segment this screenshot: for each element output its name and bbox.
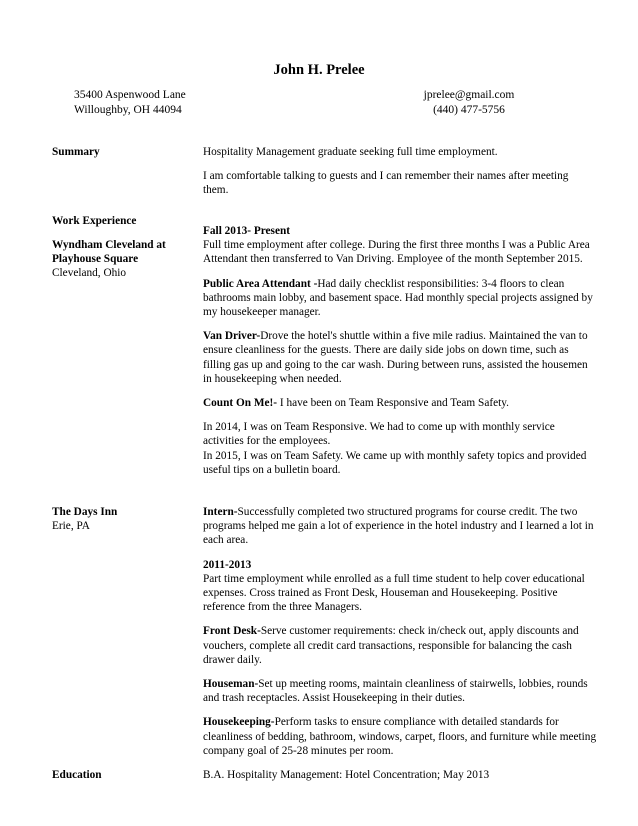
summary-body (203, 145, 598, 198)
education-degree: B.A. Hospitality Management: Hotel Concentration; May 2013 (203, 769, 490, 781)
role-description: I have been on Team Responsive and Team Safety. (277, 397, 509, 410)
mailing-address (74, 88, 186, 118)
contact-info (404, 88, 534, 118)
role-title: Count On Me!- (203, 397, 278, 410)
daysinn-role-front-desk (203, 624, 598, 667)
summary-heading: Summary (52, 146, 100, 158)
team-safety-text: In 2015, I was on Team Safety. We came up with monthly safety topics and provided useful tips on a bulletin board. (203, 449, 587, 476)
address-street: 35400 Aspenwood Lane (74, 89, 186, 101)
daysinn-employer (52, 505, 192, 533)
daysinn-role-houseman (203, 677, 598, 705)
wyndham-name-line-1: Wyndham Cleveland at (52, 239, 166, 251)
wyndham-employer (52, 238, 192, 281)
role-title: Houseman- (203, 678, 259, 691)
daysinn-dates: 2011-2013 (203, 558, 252, 571)
role-title: Housekeeping- (203, 716, 275, 729)
email-address: jprelee@gmail.com (423, 89, 515, 101)
daysinn-intern (203, 505, 598, 548)
team-responsive-text: In 2014, I was on Team Responsive. We had to come up with monthly service activities for the employees. (203, 421, 555, 448)
wyndham-dates: Fall 2013- Present (203, 225, 291, 237)
role-title: Front Desk- (203, 625, 261, 638)
daysinn-details (203, 505, 598, 758)
wyndham-name-line-2: Playhouse Square (52, 253, 139, 266)
address-city: Willoughby, OH 44094 (74, 104, 182, 116)
role-description: Serve customer requirements: check in/check out, apply discounts and vouchers, complete all credit card transactions, responsible for balancing the cash drawer daily. (203, 625, 579, 666)
summary-line-2: I am comfortable talking to guests and I can remember their names after meeting them. (203, 170, 569, 197)
candidate-name: John H. Prelee (273, 62, 365, 78)
role-title: Van Driver- (203, 330, 261, 343)
wyndham-details (203, 224, 598, 477)
wyndham-intro: Full time employment after college. During the first three months I was a Public Area Attendant then transferred to Van Driving. Employee of the month September 2015. (203, 239, 590, 266)
role-description: Had daily checklist responsibilities: 3-4 floors to clean bathrooms main lobby, and basement space. Had monthly special projects assigned by my housekeeper manager. (203, 277, 593, 319)
summary-line-1: Hospitality Management graduate seeking full time employment. (203, 146, 498, 158)
role-description: Successfully completed two structured programs for course credit. The two programs helped me gain a lot of experience in the hotel industry and I learned a lot in each area. (203, 506, 594, 547)
education-heading: Education (52, 769, 102, 781)
wyndham-role-van-driver (203, 329, 598, 386)
phone-number: (440) 477-5756 (433, 104, 505, 116)
role-description: Drove the hotel's shuttle within a five mile radius. Maintained the van to ensure cleanliness for the guests. There are daily side jobs on down time, such as filling gas up and going to the car wash. During between runs, assisted the housemen in housekeeping when needed. (203, 330, 588, 385)
daysinn-intro: Part time employment while enrolled as a full time student to help cover educational expenses. Cross trained as Front Desk, Houseman and Housekeeping. Positive reference from the three Managers. (203, 572, 585, 614)
role-title: Intern- (203, 506, 238, 518)
wyndham-role-count-on-me (203, 396, 598, 410)
daysinn-role-housekeeping (203, 715, 598, 758)
role-description: Perform tasks to ensure compliance with detailed standards for cleanliness of bedding, bathroom, windows, carpet, floors, and furniture while meeting company goal of 25-28 minutes per room. (203, 716, 597, 757)
role-description: Set up meeting rooms, maintain cleanliness of stairwells, lobbies, rounds and trash receptacles. Assist Housekeeping in their duties. (203, 678, 588, 705)
daysinn-name: The Days Inn (52, 506, 118, 518)
work-experience-heading: Work Experience (52, 215, 137, 227)
daysinn-location: Erie, PA (52, 520, 90, 533)
role-title: Public Area Attendant - (203, 277, 318, 290)
wyndham-role-public-area (203, 277, 598, 320)
wyndham-location: Cleveland, Ohio (52, 267, 127, 280)
